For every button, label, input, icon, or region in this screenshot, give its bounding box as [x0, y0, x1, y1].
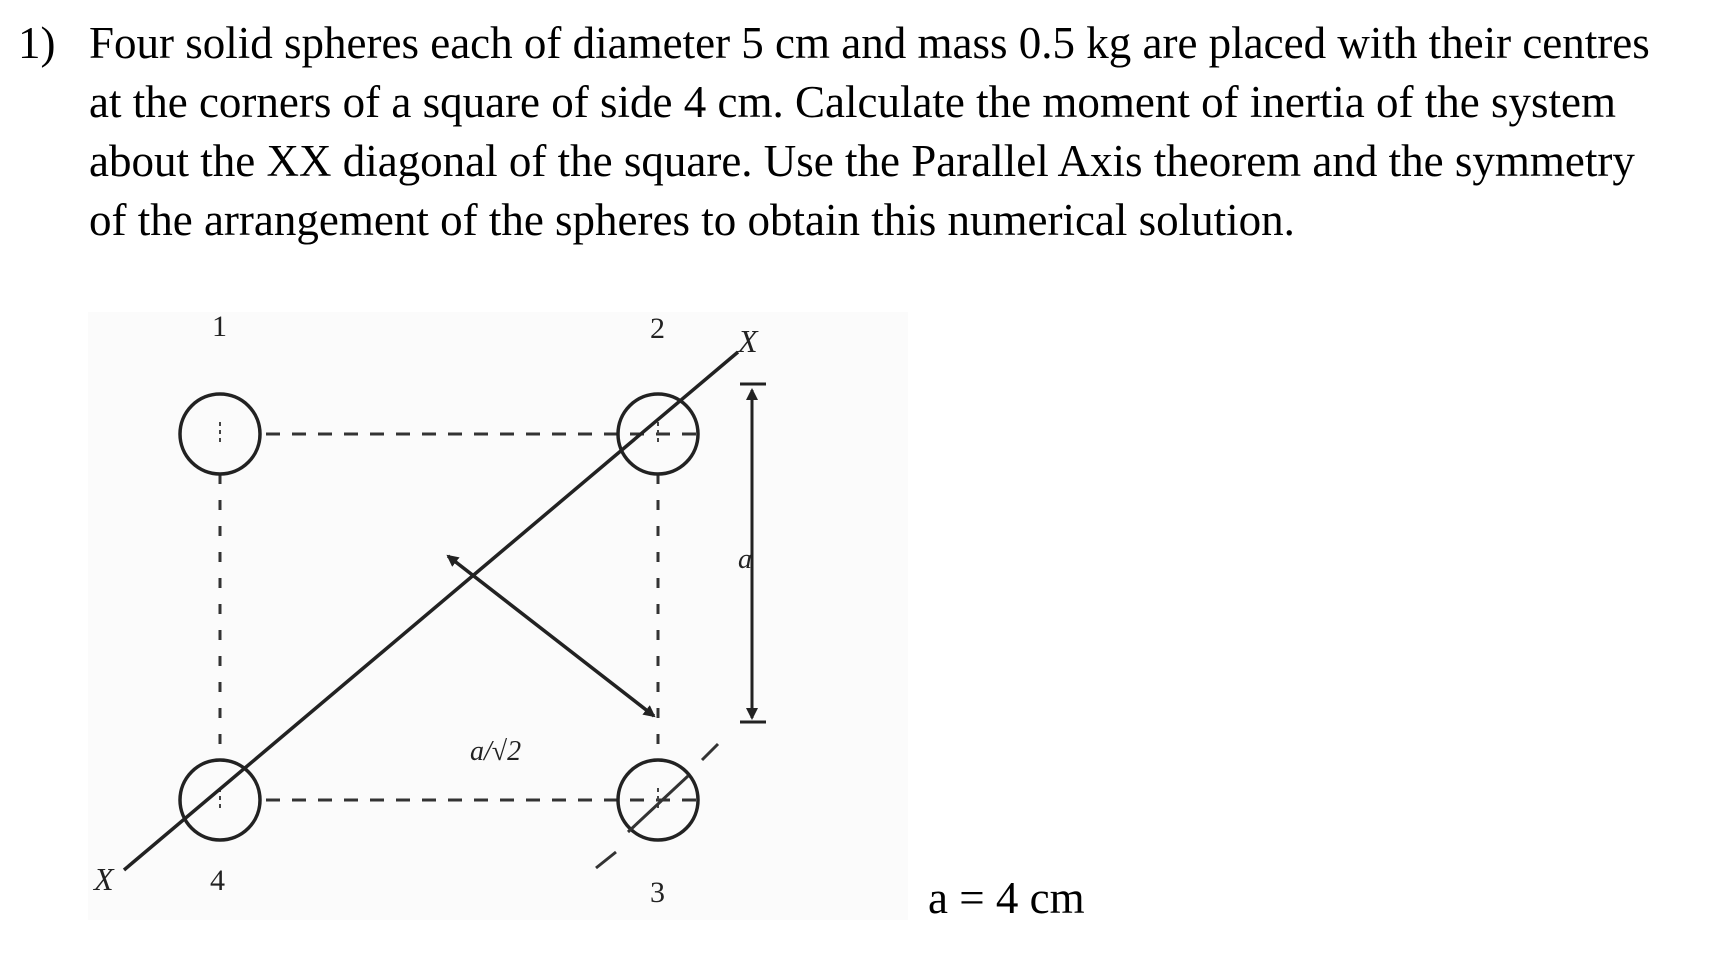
- axis-label-start: X: [94, 861, 114, 897]
- given-value: a = 4 cm: [928, 873, 1085, 923]
- sphere-label-3: 3: [650, 876, 665, 909]
- distance-label: a/√2: [470, 736, 522, 767]
- figure-background: [88, 312, 908, 920]
- question-line: of the arrangement of the spheres to obtain this numerical solution.: [89, 195, 1295, 245]
- sphere-label-4: 4: [210, 864, 225, 897]
- question-line: Four solid spheres each of diameter 5 cm and mass 0.5 kg are placed with their centres: [89, 18, 1650, 68]
- sphere-label-2: 2: [650, 312, 665, 345]
- sphere-label-1: 1: [212, 312, 227, 343]
- spheres-diagram: [88, 312, 908, 920]
- side-label: a: [738, 544, 752, 575]
- question-line: at the corners of a square of side 4 cm. Calculate the moment of inertia of the system: [89, 77, 1616, 127]
- question-text: [89, 14, 1729, 250]
- question-line: about the XX diagonal of the square. Use the Parallel Axis theorem and the symmetry: [89, 136, 1635, 186]
- question-number: 1): [18, 18, 56, 68]
- diagram-canvas: [88, 312, 908, 920]
- axis-label-end: X: [738, 323, 758, 359]
